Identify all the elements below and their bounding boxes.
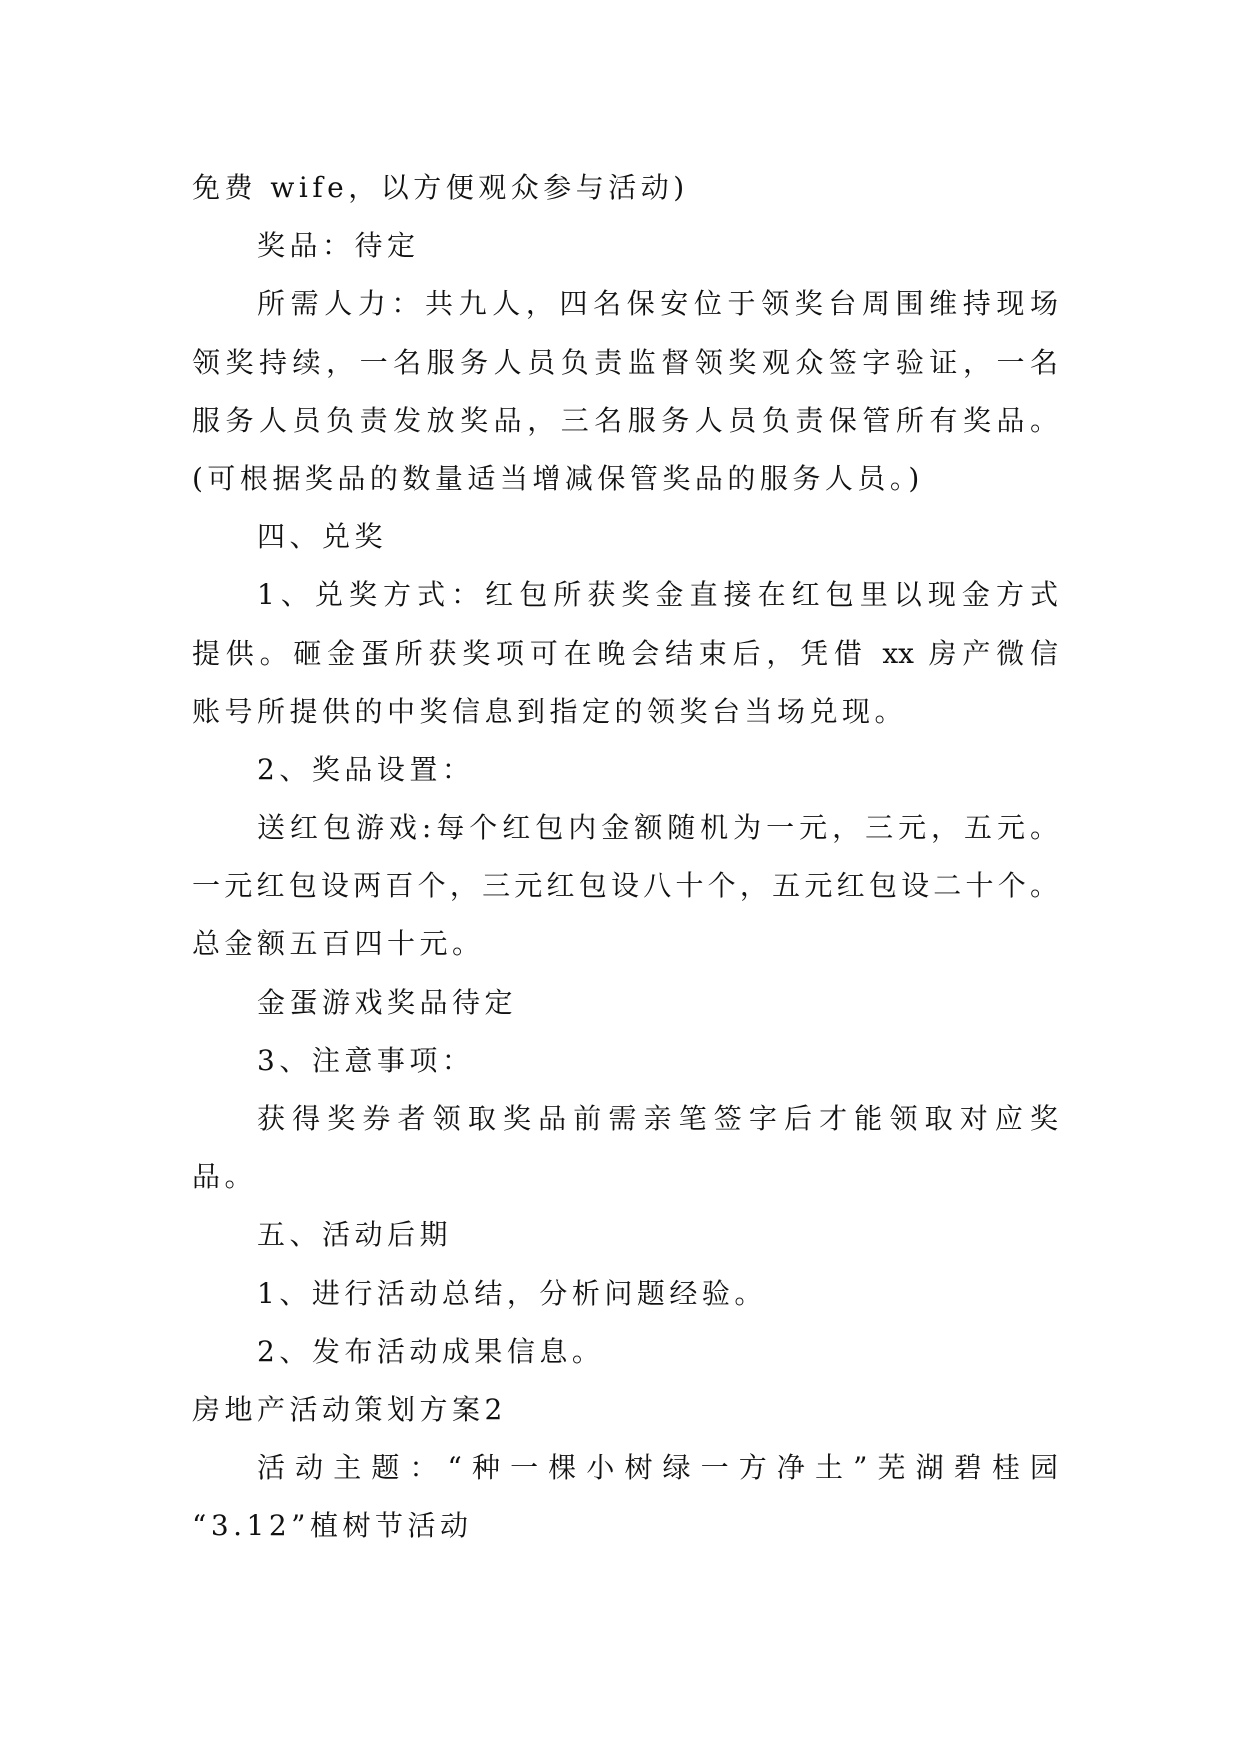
text-line: 2、奖品设置： bbox=[257, 752, 475, 786]
paragraph bbox=[192, 974, 1058, 1032]
paragraph bbox=[192, 275, 1058, 508]
text-line: 品。 bbox=[192, 1160, 258, 1194]
text-line: 免费 wife，以方便观众参与活动) bbox=[192, 171, 689, 204]
text-line: 1、兑奖方式：红包所获奖金直接在红包里以现金方式 bbox=[257, 578, 1058, 612]
paragraph bbox=[192, 1090, 1058, 1206]
text-line: “3.12”植树节活动 bbox=[192, 1509, 473, 1543]
document-body bbox=[192, 159, 1058, 1556]
text-line: 3、注意事项： bbox=[257, 1043, 475, 1077]
paragraph bbox=[192, 217, 1058, 275]
text-line: 送红包游戏:每个红包内金额随机为一元，三元，五元。 bbox=[257, 811, 1058, 845]
section-heading-text: 房地产活动策划方案2 bbox=[192, 1392, 507, 1426]
text-line: 服务人员负责发放奖品，三名服务人员负责保管所有奖品。 bbox=[192, 403, 1058, 437]
text-line: 金蛋游戏奖品待定 bbox=[257, 985, 518, 1019]
paragraph bbox=[192, 1206, 1058, 1264]
text-line: (可根据奖品的数量适当增减保管奖品的服务人员。) bbox=[192, 461, 924, 495]
text-line: 五、活动后期 bbox=[257, 1218, 453, 1252]
paragraph bbox=[192, 799, 1058, 974]
paragraph bbox=[192, 741, 1058, 799]
text-line: 获得奖券者领取奖品前需亲笔签字后才能领取对应奖 bbox=[257, 1102, 1058, 1135]
text-line: 提供。砸金蛋所获奖项可在晚会结束后，凭借 xx 房产微信 bbox=[192, 636, 1058, 670]
text-line: 2、发布活动成果信息。 bbox=[257, 1334, 605, 1368]
paragraph bbox=[192, 1323, 1058, 1381]
paragraph bbox=[192, 1265, 1058, 1323]
text-line: 四、兑奖 bbox=[257, 520, 388, 554]
paragraph bbox=[192, 1032, 1058, 1090]
text-line: 一元红包设两百个，三元红包设八十个，五元红包设二十个。 bbox=[192, 869, 1058, 903]
text-line: 领奖持续，一名服务人员负责监督领奖观众签字验证，一名 bbox=[192, 345, 1058, 379]
text-line: 所需人力：共九人，四名保安位于领奖台周围维持现场 bbox=[257, 287, 1058, 321]
text-line: 总金额五百四十元。 bbox=[192, 927, 485, 961]
paragraph bbox=[192, 508, 1058, 566]
section-heading bbox=[192, 1381, 1058, 1439]
paragraph bbox=[192, 159, 1058, 217]
text-line: 奖品：待定 bbox=[257, 229, 420, 263]
paragraph bbox=[192, 566, 1058, 741]
text-line: 活动主题：“种一棵小树绿一方净土”芜湖碧桂园 bbox=[257, 1451, 1058, 1485]
text-line: 1、进行活动总结，分析问题经验。 bbox=[257, 1276, 767, 1310]
paragraph bbox=[192, 1439, 1058, 1555]
text-line: 账号所提供的中奖信息到指定的领奖台当场兑现。 bbox=[192, 694, 908, 728]
